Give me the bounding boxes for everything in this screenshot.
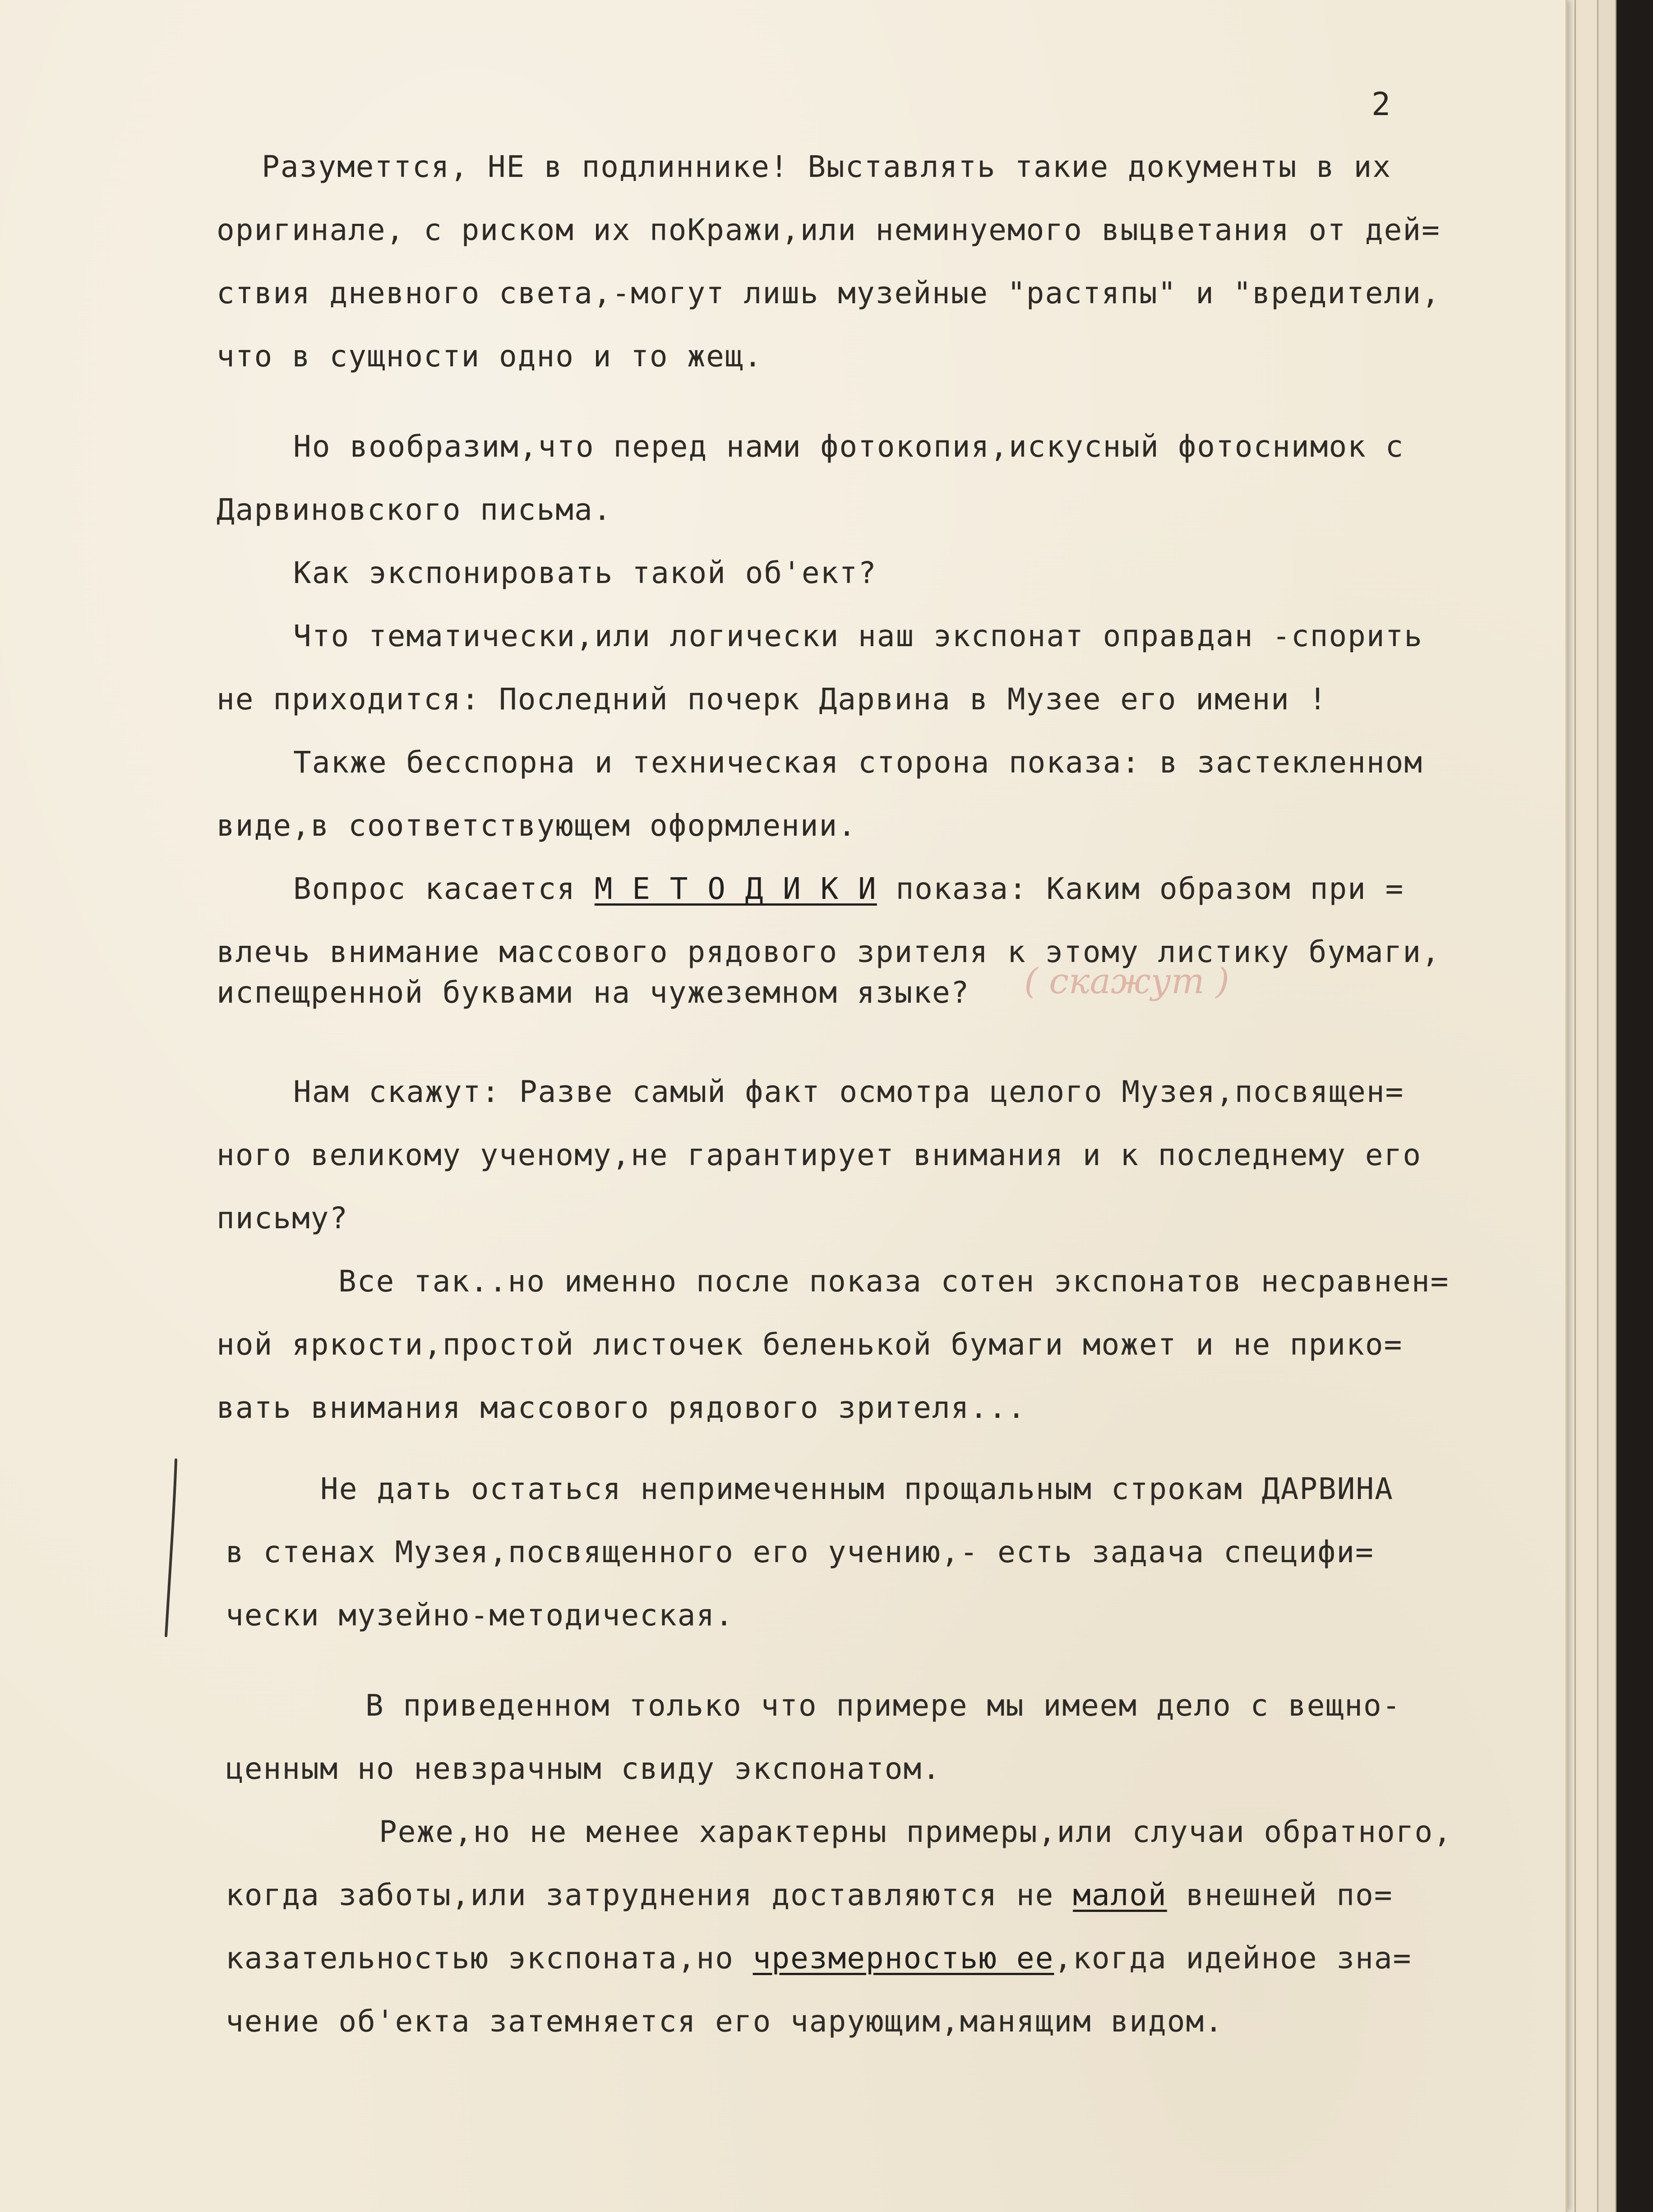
text-line: Но вообразим,что перед нами фотокопия,искусный фотоснимок с (293, 429, 1404, 464)
text-line: ценным но невзрачным свиду экспонатом. (226, 1751, 941, 1786)
underlined-word: М Е Т О Д И К И (594, 871, 877, 906)
text-line: Что тематически,или логически наш экспонат оправдан -спорить (293, 619, 1423, 653)
text-line: ствия дневного света,-могут лишь музейные "растяпы" и "вредители, (217, 276, 1441, 310)
text-line: Дарвиновского письма. (217, 492, 612, 527)
text-line: вать внимания массового рядового зрителя... (217, 1390, 1026, 1425)
text-line: не приходится: Последний почерк Дарвина в Музее его имени ! (217, 682, 1328, 717)
text-line: Нам скажут: Разве самый факт осмотра целого Музея,посвящен= (293, 1074, 1404, 1109)
text-line: Вопрос касается М Е Т О Д И К И показа: Каким образом при = (293, 871, 1404, 906)
text-line: В приведенном только что примере мы имеем дело с вещно- (365, 1688, 1401, 1723)
text-line: казательностью экспоната,но чрезмерностью ее,когда идейное зна= (226, 1941, 1412, 1976)
underlined-word: малой (1073, 1878, 1167, 1912)
text-line: Все так..но именно после показа сотен экспонатов несравнен= (338, 1264, 1450, 1299)
text-line: Не дать остаться непримеченным прощальным строкам ДАРВИНА (320, 1472, 1394, 1506)
text-line: виде,в соответствующем оформлении. (217, 808, 857, 843)
text-line: ной яркости,простой листочек беленькой бумаги может и не прико= (217, 1327, 1403, 1362)
text-line: оригинале, с риском их поКражи,или неминуемого выцветания от дей= (217, 213, 1441, 247)
margin-pencil-mark (162, 1458, 180, 1638)
text-line: чески музейно-методическая. (226, 1598, 734, 1633)
underlined-word: чрезмерностью ее (753, 1941, 1054, 1976)
text-line: когда заботы,или затруднения доставляются не малой внешней по= (226, 1878, 1393, 1912)
text-line: чение об'екта затемняется его чарующим,манящим видом. (226, 2004, 1224, 2039)
text-line: ного великому ученому,не гарантирует внимания и к последнему его (217, 1138, 1422, 1172)
text-line: Реже,но не менее характерны примеры,или случаи обратного, (379, 1814, 1452, 1849)
text-line: испещренной буквами на чужеземном языке? (217, 975, 970, 1010)
text-line: что в сущности одно и то жещ. (217, 339, 763, 374)
text-line: письму? (217, 1201, 349, 1236)
page-number: 2 (1371, 86, 1391, 123)
text-line: Разуметтся, НЕ в подлиннике! Выставлять такие документы в их (262, 149, 1392, 184)
text-line: влечь внимание массового рядового зрителя к этому листику бумаги, (217, 935, 1441, 969)
text-line: Также бесспорна и техническая сторона показа: в застекленном (293, 745, 1423, 780)
text-line: в стенах Музея,посвященного его учению,- есть задача специфи= (226, 1535, 1374, 1569)
text-line: Как экспонировать такой об'ект? (293, 555, 877, 590)
pencil-annotation: ( скажут ) (1024, 961, 1230, 1002)
